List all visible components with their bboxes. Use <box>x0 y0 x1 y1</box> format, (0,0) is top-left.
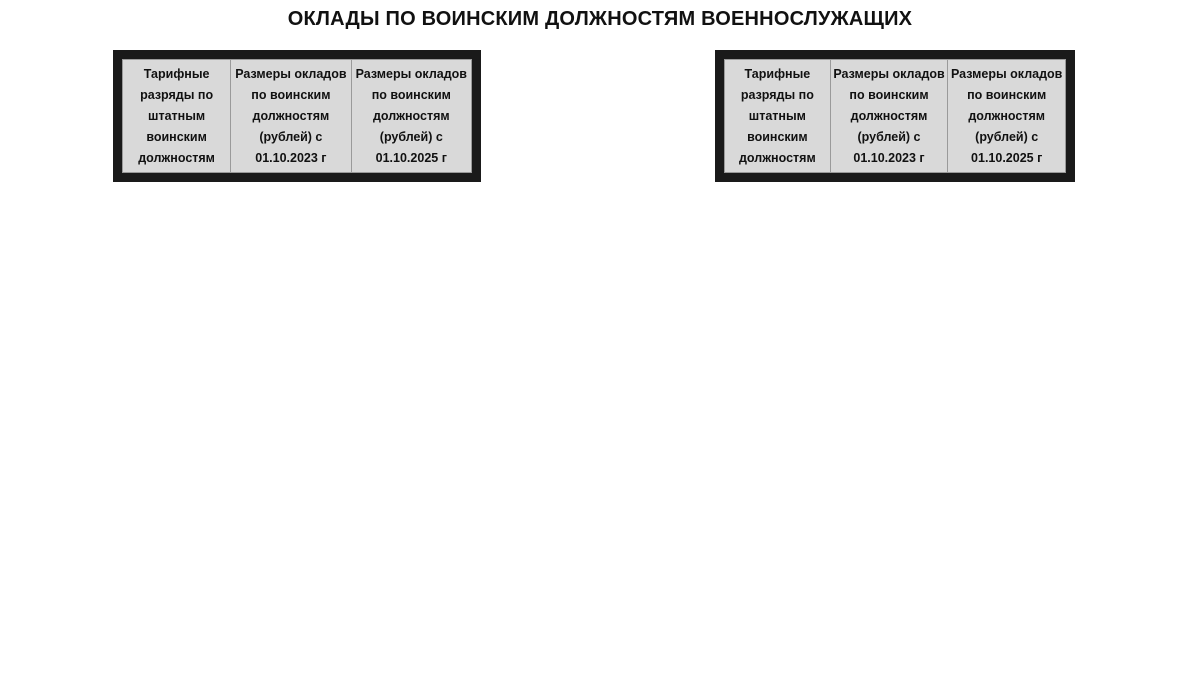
header-rank: Тарифные разряды по штатным воинским должностям <box>123 60 231 173</box>
salary-table-left-panel <box>113 50 481 182</box>
header-salary-2025: Размеры окладов по воинским должностям (рублей) с 01.10.2025 г <box>351 60 471 173</box>
table-header-row <box>725 60 1066 173</box>
salary-table-right-panel <box>715 50 1075 182</box>
header-salary-2025: Размеры окладов по воинским должностям (рублей) с 01.10.2025 г <box>948 60 1066 173</box>
salary-table-left <box>122 59 472 173</box>
header-salary-2023: Размеры окладов по воинским должностям (рублей) с 01.10.2023 г <box>231 60 351 173</box>
header-rank: Тарифные разряды по штатным воинским должностям <box>725 60 831 173</box>
page-title: ОКЛАДЫ ПО ВОИНСКИМ ДОЛЖНОСТЯМ ВОЕННОСЛУЖАЩИХ <box>287 8 913 30</box>
salary-table-right <box>724 59 1066 173</box>
header-salary-2023: Размеры окладов по воинским должностям (рублей) с 01.10.2023 г <box>830 60 948 173</box>
table-header-row <box>123 60 472 173</box>
